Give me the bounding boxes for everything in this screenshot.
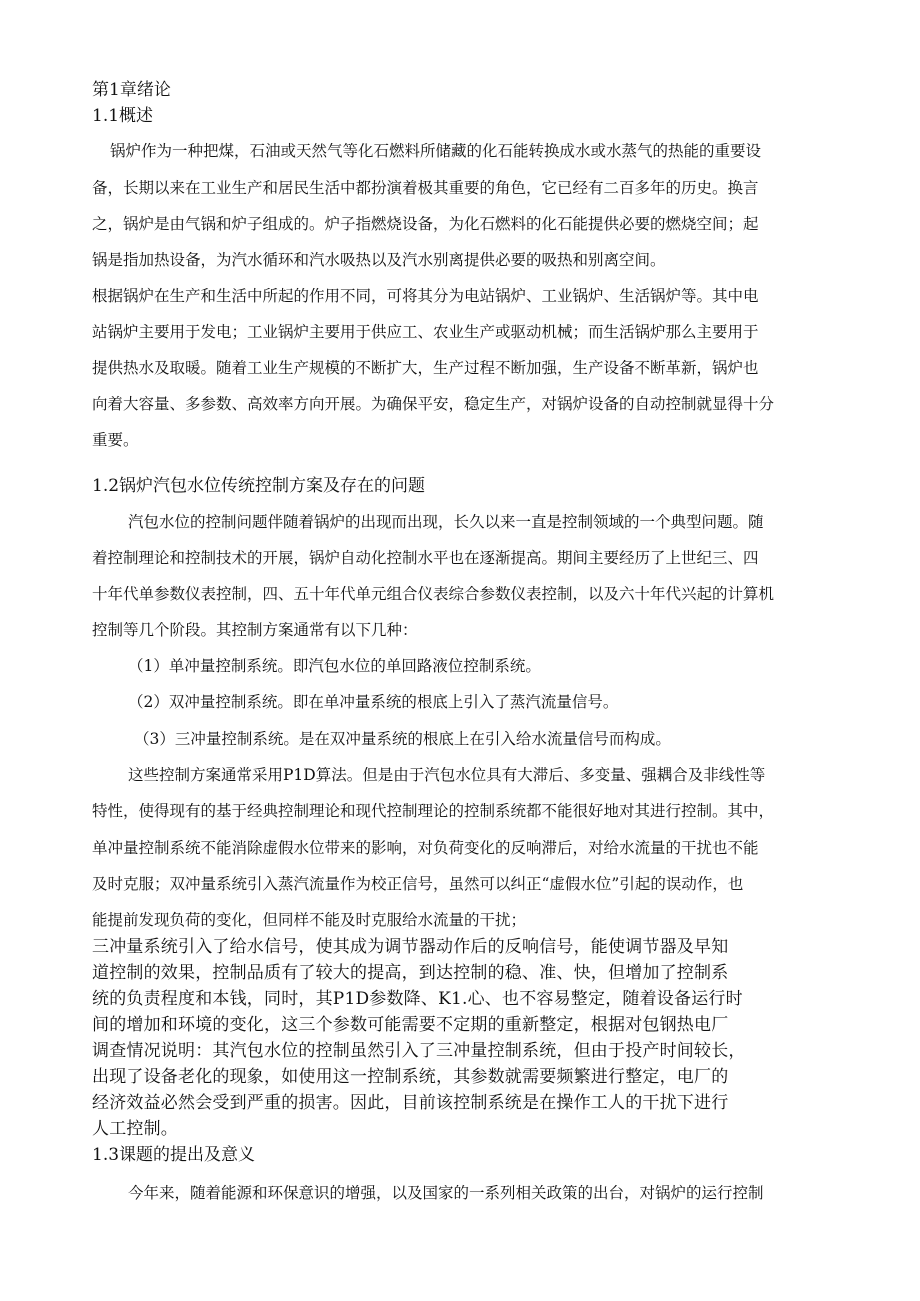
paragraph-line: 单冲量控制系统不能消除虚假水位带来的影响，对负荷变化的反响滞后，对给水流量的干扰也不能 xyxy=(92,839,759,857)
paragraph-line: 着控制理论和控制技术的开展，锅炉自动化控制水平也在逐渐提高。期间主要经历了上世纪三、四 xyxy=(92,549,759,567)
chapter-title: 第1章绪论 xyxy=(92,80,171,100)
paragraph-line: 调查情况说明：其汽包水位的控制虽然引入了三冲量控制系统，但由于投产时间较长， xyxy=(92,1041,746,1061)
paragraph-line: 锅是指加热设备，为汽水循环和汽水吸热以及汽水别离提供必要的吸热和别离空间。 xyxy=(92,251,666,269)
paragraph-line: 根据锅炉在生产和生活中所起的作用不同，可将其分为电站锅炉、工业锅炉、生活锅炉等。其中电 xyxy=(92,287,759,305)
paragraph-line: 向着大容量、多参数、高效率方向开展。为确保平安，稳定生产，对锅炉设备的自动控制就显得十分 xyxy=(92,395,775,413)
paragraph-line: 三冲量系统引入了给水信号，使其成为调节器动作后的反响信号，能使调节器及早知 xyxy=(92,937,729,957)
section-heading-1-1: 1.1概述 xyxy=(92,106,154,126)
paragraph-line: 汽包水位的控制问题伴随着锅炉的出现而出现，长久以来一直是控制领域的一个典型问题。随 xyxy=(128,513,764,531)
paragraph-line: 统的负责程度和本钱，同时，其P1D参数降、K1.心、也不容易整定，随着设备运行时 xyxy=(92,989,743,1009)
paragraph-line: 十年代单参数仪表控制，四、五十年代单元组合仪表综合参数仪表控制，以及六十年代兴起的计算机 xyxy=(92,585,775,603)
paragraph-line: 之，锅炉是由气锅和炉子组成的。炉子指燃烧设备，为化石燃料的化石能提供必要的燃烧空间；起 xyxy=(92,215,759,233)
paragraph-line: 及时克服；双冲量系统引入蒸汽流量作为校正信号，虽然可以纠正“虚假水位”引起的误动作，也 xyxy=(92,875,744,893)
paragraph-line: 重要。 xyxy=(92,431,139,449)
paragraph-line: 特性，使得现有的基于经典控制理论和现代控制理论的控制系统都不能很好地对其进行控制。其中， xyxy=(92,802,775,820)
paragraph-line: 锅炉作为一种把煤，石油或天然气等化石燃料所储藏的化石能转换成水或水蒸气的热能的重要设 xyxy=(110,142,762,160)
paragraph-line: 站锅炉主要用于发电；工业锅炉主要用于供应工、农业生产或驱动机械；而生活锅炉那么主要用于 xyxy=(92,323,759,341)
paragraph-line: 这些控制方案通常采用P1D算法。但是由于汽包水位具有大滞后、多变量、强耦合及非线性等 xyxy=(128,766,766,784)
list-item: （1）单冲量控制系统。即汽包水位的单回路液位控制系统。 xyxy=(128,657,541,675)
section-heading-1-2: 1.2锅炉汽包水位传统控制方案及存在的问题 xyxy=(92,476,426,496)
paragraph-line: 提供热水及取暖。随着工业生产规模的不断扩大，生产过程不断加强，生产设备不断革新，锅炉也 xyxy=(92,359,759,377)
paragraph-line: 道控制的效果，控制品质有了较大的提高，到达控制的稳、准、快，但增加了控制系 xyxy=(92,963,729,983)
list-item: （2）双冲量控制系统。即在单冲量系统的根底上引入了蒸汽流量信号。 xyxy=(128,693,619,711)
paragraph-line: 经济效益必然会受到严重的损害。因此，目前该控制系统是在操作工人的干扰下进行 xyxy=(92,1093,729,1113)
paragraph-line: 人工控制。 xyxy=(92,1119,178,1139)
paragraph-line: 间的增加和环境的变化，这三个参数可能需要不定期的重新整定，根据对包钢热电厂 xyxy=(92,1015,729,1035)
paragraph-line: 能提前发现负荷的变化，但同样不能及时克服给水流量的干扰； xyxy=(92,911,527,929)
paragraph-line: 今年来，随着能源和环保意识的增强，以及国家的一系列相关政策的出台，对锅炉的运行控制 xyxy=(128,1184,764,1202)
section-heading-1-3: 1.3课题的提出及意义 xyxy=(92,1145,256,1165)
paragraph-line: 控制等几个阶段。其控制方案通常有以下几种： xyxy=(92,621,418,639)
paragraph-line: 备，长期以来在工业生产和居民生活中都扮演着极其重要的角色，它已经有二百多年的历史。换言 xyxy=(92,179,759,197)
paragraph-line: 出现了设备老化的现象，如使用这一控制系统，其参数就需要频繁进行整定，电厂的 xyxy=(92,1067,729,1087)
list-item: （3）三冲量控制系统。是在双冲量系统的根底上在引入给水流量信号而构成。 xyxy=(134,730,671,748)
